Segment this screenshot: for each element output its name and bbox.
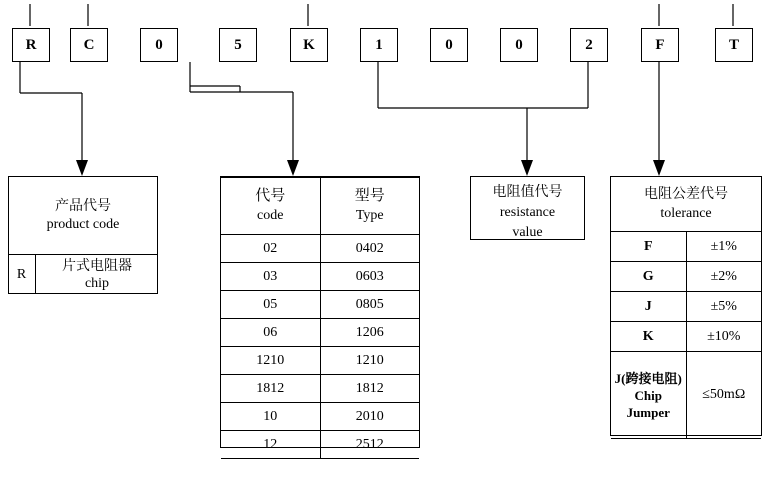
code-box-4[interactable]: 5 — [219, 28, 257, 62]
header-code — [221, 178, 320, 235]
table-row — [221, 403, 419, 431]
resistance-value-text — [470, 183, 585, 243]
cell-type: 0805 — [320, 291, 419, 319]
table-row — [611, 292, 761, 322]
header-code-en: code — [257, 208, 284, 223]
cell-type: 1206 — [320, 319, 419, 347]
cell-type: 2010 — [320, 403, 419, 431]
code-box-5[interactable]: K — [290, 28, 328, 62]
code-box-9[interactable]: 2 — [570, 28, 608, 62]
tolerance-value: ±5% — [686, 292, 761, 322]
table-row-jumper — [611, 352, 761, 439]
tolerance-header-row — [611, 177, 761, 232]
cell-type: 1812 — [320, 375, 419, 403]
code-box-3[interactable]: 0 — [140, 28, 178, 62]
resistance-title-en1: resistance — [499, 205, 556, 220]
table-row — [611, 322, 761, 352]
cell-type: 2512 — [320, 431, 419, 459]
tolerance-jumper-code-cn: J(跨接电阻) — [614, 370, 682, 386]
cell-type: 1210 — [320, 347, 419, 375]
tolerance-title — [611, 177, 761, 232]
cell-code: 12 — [221, 431, 320, 459]
tolerance-value: ±1% — [686, 232, 761, 262]
cell-type: 0402 — [320, 235, 419, 263]
tolerance-code: J — [611, 292, 686, 322]
table-row — [221, 347, 419, 375]
code-box-10[interactable]: F — [641, 28, 679, 62]
code-type-table — [220, 176, 420, 452]
table-row — [221, 375, 419, 403]
product-code-symbol: R — [8, 255, 36, 294]
cell-code: 06 — [221, 319, 320, 347]
code-box-6[interactable]: 1 — [360, 28, 398, 62]
code-box-11[interactable]: T — [715, 28, 753, 62]
tolerance-code: F — [611, 232, 686, 262]
tolerance-value: ±10% — [686, 322, 761, 352]
cell-code: 05 — [221, 291, 320, 319]
header-type — [320, 178, 419, 235]
product-code-desc-cn: 片式电阻器 — [62, 258, 132, 274]
header-type-cn: 型号 — [354, 188, 385, 204]
cell-type: 0603 — [320, 263, 419, 291]
cell-code: 02 — [221, 235, 320, 263]
tolerance-jumper-code — [611, 352, 686, 439]
product-code-desc — [36, 255, 158, 294]
cell-code: 03 — [221, 263, 320, 291]
tolerance-title-en: tolerance — [660, 206, 712, 221]
table-row — [221, 431, 419, 459]
product-code-title — [8, 198, 158, 234]
code-box-1[interactable]: R — [12, 28, 50, 62]
table-row — [221, 263, 419, 291]
tolerance-jumper-code-en1: Chip — [634, 387, 662, 403]
header-code-cn: 代号 — [255, 188, 286, 204]
tolerance-code: G — [611, 262, 686, 292]
cell-code: 10 — [221, 403, 320, 431]
cell-code: 1812 — [221, 375, 320, 403]
product-code-title-en: product code — [46, 217, 120, 232]
tolerance-value: ±2% — [686, 262, 761, 292]
header-type-en: Type — [355, 208, 384, 223]
table-row — [611, 232, 761, 262]
code-box-8[interactable]: 0 — [500, 28, 538, 62]
table-row — [611, 262, 761, 292]
code-box-7[interactable]: 0 — [430, 28, 468, 62]
tolerance-title-cn: 电阻公差代号 — [644, 187, 728, 202]
table-header-row — [221, 178, 419, 235]
resistance-title-cn: 电阻值代号 — [492, 185, 563, 200]
product-code-title-cn: 产品代号 — [55, 199, 111, 214]
table-row — [221, 291, 419, 319]
code-box-2[interactable]: C — [70, 28, 108, 62]
tolerance-code: K — [611, 322, 686, 352]
tolerance-jumper-code-en2: Jumper — [626, 404, 670, 420]
tolerance-table — [610, 176, 762, 436]
resistance-title-en2: value — [512, 225, 543, 240]
table-row — [221, 319, 419, 347]
product-code-desc-en: chip — [84, 275, 110, 291]
tolerance-jumper-value: ≤50mΩ — [686, 352, 761, 439]
product-code-row — [8, 254, 158, 294]
table-row — [221, 235, 419, 263]
cell-code: 1210 — [221, 347, 320, 375]
